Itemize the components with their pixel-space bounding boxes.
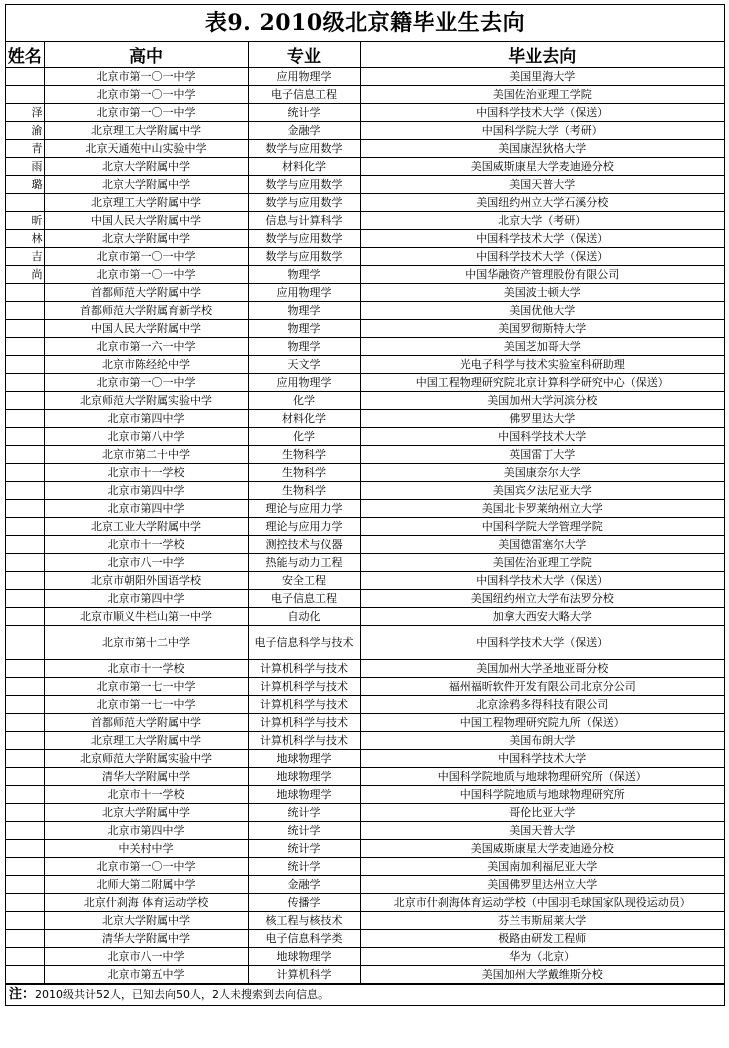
cell-major: 应用物理学	[248, 374, 360, 392]
table-row	[6, 122, 724, 140]
table-row	[6, 68, 724, 86]
cell-school: 北京市第八中学	[44, 428, 248, 446]
cell-destination: 美国佐治亚理工学院	[360, 554, 724, 572]
cell-name	[6, 464, 44, 482]
cell-school: 北京什刹海 体育运动学校	[44, 894, 248, 912]
cell-major: 电子信息工程	[248, 590, 360, 608]
cell-school: 北京市第一〇一中学	[44, 374, 248, 392]
table-row	[6, 732, 724, 750]
cell-major: 统计学	[248, 104, 360, 122]
cell-destination: 哥伦比亚大学	[360, 804, 724, 822]
column-header-name: 姓名	[6, 42, 44, 68]
table-row	[6, 194, 724, 212]
table-row	[6, 626, 724, 660]
cell-destination: 美国康涅狄格大学	[360, 140, 724, 158]
cell-destination: 中国科学技术大学	[360, 750, 724, 768]
cell-major: 电子信息工程	[248, 86, 360, 104]
cell-destination: 中国科学院大学管理学院	[360, 518, 724, 536]
cell-destination: 英国雷丁大学	[360, 446, 724, 464]
cell-name	[6, 68, 44, 86]
cell-destination: 北京大学（考研）	[360, 212, 724, 230]
cell-school: 北京市第五中学	[44, 966, 248, 984]
cell-destination: 美国加州大学圣地亚哥分校	[360, 660, 724, 678]
cell-name	[6, 660, 44, 678]
cell-name	[6, 338, 44, 356]
table-row	[6, 536, 724, 554]
cell-major: 计算机科学	[248, 966, 360, 984]
cell-major: 数学与应用数学	[248, 140, 360, 158]
table-row	[6, 822, 724, 840]
cell-name	[6, 894, 44, 912]
cell-major: 生物科学	[248, 446, 360, 464]
cell-name	[6, 554, 44, 572]
cell-destination: 美国布朗大学	[360, 732, 724, 750]
cell-destination: 中国科学技术大学（保送）	[360, 626, 724, 660]
cell-school: 北京师范大学附属实验中学	[44, 750, 248, 768]
destination-table	[6, 42, 724, 984]
cell-name	[6, 822, 44, 840]
cell-major: 传播学	[248, 894, 360, 912]
table-row	[6, 86, 724, 104]
cell-name: 昕	[6, 212, 44, 230]
cell-major: 信息与计算科学	[248, 212, 360, 230]
cell-major: 计算机科学与技术	[248, 678, 360, 696]
table-row	[6, 212, 724, 230]
cell-major: 金融学	[248, 876, 360, 894]
table-row	[6, 446, 724, 464]
table-row	[6, 464, 724, 482]
cell-name	[6, 194, 44, 212]
cell-name	[6, 858, 44, 876]
table-row	[6, 518, 724, 536]
cell-school: 北京市第一〇一中学	[44, 104, 248, 122]
cell-destination: 美国加州大学戴维斯分校	[360, 966, 724, 984]
cell-school: 北京工业大学附属中学	[44, 518, 248, 536]
cell-school: 北京理工大学附属中学	[44, 732, 248, 750]
cell-destination: 美国佛罗里达州立大学	[360, 876, 724, 894]
table-row	[6, 660, 724, 678]
cell-major: 物理学	[248, 266, 360, 284]
table-row	[6, 912, 724, 930]
graduate-destination-table-sheet	[5, 4, 725, 1006]
table-row	[6, 158, 724, 176]
table-row	[6, 140, 724, 158]
cell-major: 理论与应用力学	[248, 518, 360, 536]
table-row	[6, 608, 724, 626]
table-row	[6, 338, 724, 356]
cell-school: 北京市十一学校	[44, 786, 248, 804]
cell-major: 计算机科学与技术	[248, 714, 360, 732]
cell-school: 北京市朝阳外国语学校	[44, 572, 248, 590]
footnote-label: 注：	[9, 987, 36, 1002]
cell-major: 计算机科学与技术	[248, 696, 360, 714]
cell-major: 数学与应用数学	[248, 230, 360, 248]
cell-name: 青	[6, 140, 44, 158]
cell-name	[6, 930, 44, 948]
cell-destination: 美国加州大学河滨分校	[360, 392, 724, 410]
table-title: 表9. 2010级北京籍毕业生去向	[6, 5, 724, 42]
cell-name: 吉	[6, 248, 44, 266]
table-row	[6, 930, 724, 948]
cell-destination: 美国芝加哥大学	[360, 338, 724, 356]
table-row	[6, 320, 724, 338]
table-row	[6, 176, 724, 194]
table-row	[6, 572, 724, 590]
cell-school: 北师大第二附属中学	[44, 876, 248, 894]
cell-school: 北京理工大学附属中学	[44, 122, 248, 140]
table-row	[6, 876, 724, 894]
cell-major: 数学与应用数学	[248, 176, 360, 194]
cell-destination: 美国天普大学	[360, 176, 724, 194]
cell-name: 林	[6, 230, 44, 248]
cell-name	[6, 356, 44, 374]
cell-major: 地球物理学	[248, 768, 360, 786]
table-row	[6, 356, 724, 374]
table-row	[6, 428, 724, 446]
cell-school: 北京大学附属中学	[44, 804, 248, 822]
cell-name	[6, 786, 44, 804]
cell-destination: 极路由研发工程师	[360, 930, 724, 948]
cell-major: 化学	[248, 392, 360, 410]
cell-destination: 美国南加利福尼亚大学	[360, 858, 724, 876]
cell-major: 理论与应用力学	[248, 500, 360, 518]
cell-name	[6, 750, 44, 768]
cell-destination: 芬兰韦斯屈莱大学	[360, 912, 724, 930]
cell-school: 北京市第四中学	[44, 822, 248, 840]
table-row	[6, 500, 724, 518]
table-row	[6, 590, 724, 608]
cell-destination: 中国科学技术大学（保送）	[360, 230, 724, 248]
cell-destination: 中国科学院大学（考研）	[360, 122, 724, 140]
cell-destination: 中国科学院地质与地球物理研究所（保送）	[360, 768, 724, 786]
cell-major: 物理学	[248, 302, 360, 320]
cell-school: 首都师范大学附属中学	[44, 714, 248, 732]
cell-major: 计算机科学与技术	[248, 732, 360, 750]
cell-name	[6, 482, 44, 500]
cell-school: 北京市第一〇一中学	[44, 86, 248, 104]
cell-destination: 美国威斯康星大学麦迪逊分校	[360, 158, 724, 176]
cell-major: 自动化	[248, 608, 360, 626]
cell-name	[6, 876, 44, 894]
cell-major: 金融学	[248, 122, 360, 140]
cell-major: 数学与应用数学	[248, 248, 360, 266]
footnote-text: 2010级共计52人，已知去向50人，2人未搜索到去向信息。	[35, 988, 330, 1001]
cell-destination: 中国华融资产管理股份有限公司	[360, 266, 724, 284]
cell-name	[6, 410, 44, 428]
table-row	[6, 284, 724, 302]
table-row	[6, 230, 724, 248]
cell-destination: 中国科学技术大学（保送）	[360, 248, 724, 266]
cell-name	[6, 912, 44, 930]
cell-major: 应用物理学	[248, 284, 360, 302]
cell-name	[6, 374, 44, 392]
cell-name	[6, 948, 44, 966]
table-row	[6, 554, 724, 572]
table-row	[6, 768, 724, 786]
cell-major: 生物科学	[248, 464, 360, 482]
cell-school: 北京大学附属中学	[44, 912, 248, 930]
cell-destination: 福州福昕软件开发有限公司北京分公司	[360, 678, 724, 696]
cell-destination: 华为（北京）	[360, 948, 724, 966]
table-row	[6, 858, 724, 876]
column-header-major: 专业	[248, 42, 360, 68]
cell-destination: 美国德雷塞尔大学	[360, 536, 724, 554]
table-row	[6, 104, 724, 122]
cell-destination: 美国北卡罗莱纳州立大学	[360, 500, 724, 518]
cell-destination: 北京市什刹海体育运动学校（中国羽毛球国家队现役运动员）	[360, 894, 724, 912]
cell-name: 泽	[6, 104, 44, 122]
table-row	[6, 966, 724, 984]
cell-destination: 中国科学技术大学（保送）	[360, 572, 724, 590]
cell-school: 北京市第一〇一中学	[44, 858, 248, 876]
cell-major: 测控技术与仪器	[248, 536, 360, 554]
cell-school: 北京理工大学附属中学	[44, 194, 248, 212]
cell-school: 北京市第四中学	[44, 410, 248, 428]
table-row	[6, 948, 724, 966]
cell-name	[6, 966, 44, 984]
cell-name	[6, 714, 44, 732]
cell-name	[6, 500, 44, 518]
cell-major: 计算机科学与技术	[248, 660, 360, 678]
table-row	[6, 678, 724, 696]
cell-name	[6, 840, 44, 858]
cell-name	[6, 590, 44, 608]
table-row	[6, 804, 724, 822]
cell-school: 北京大学附属中学	[44, 158, 248, 176]
cell-school: 北京市第四中学	[44, 482, 248, 500]
cell-destination: 中国工程物理研究院北京计算科学研究中心（保送）	[360, 374, 724, 392]
cell-school: 北京市第四中学	[44, 590, 248, 608]
cell-school: 北京市第一〇一中学	[44, 266, 248, 284]
table-row	[6, 750, 724, 768]
cell-destination: 美国波士顿大学	[360, 284, 724, 302]
table-row	[6, 696, 724, 714]
cell-school: 北京市陈经纶中学	[44, 356, 248, 374]
cell-school: 清华大学附属中学	[44, 768, 248, 786]
table-body	[6, 68, 724, 984]
cell-school: 北京市八一中学	[44, 554, 248, 572]
cell-destination: 中国科学院地质与地球物理研究所	[360, 786, 724, 804]
cell-destination: 美国宾夕法尼亚大学	[360, 482, 724, 500]
table-row	[6, 392, 724, 410]
cell-name	[6, 696, 44, 714]
cell-school: 中国人民大学附属中学	[44, 320, 248, 338]
cell-school: 北京市十一学校	[44, 660, 248, 678]
cell-school: 北京天通苑中山实验中学	[44, 140, 248, 158]
cell-major: 统计学	[248, 804, 360, 822]
cell-name	[6, 608, 44, 626]
cell-school: 北京市第二十中学	[44, 446, 248, 464]
cell-school: 北京市十一学校	[44, 464, 248, 482]
cell-major: 统计学	[248, 840, 360, 858]
cell-name	[6, 392, 44, 410]
cell-school: 北京市第四中学	[44, 500, 248, 518]
cell-major: 材料化学	[248, 410, 360, 428]
cell-major: 电子信息科学与技术	[248, 626, 360, 660]
cell-school: 北京市第一〇一中学	[44, 248, 248, 266]
cell-school: 首都师范大学附属育新学校	[44, 302, 248, 320]
cell-major: 数学与应用数学	[248, 194, 360, 212]
cell-major: 核工程与核技术	[248, 912, 360, 930]
table-row	[6, 840, 724, 858]
cell-name: 尚	[6, 266, 44, 284]
cell-major: 安全工程	[248, 572, 360, 590]
cell-name	[6, 86, 44, 104]
cell-name: 渝	[6, 122, 44, 140]
cell-school: 北京师范大学附属实验中学	[44, 392, 248, 410]
cell-school: 北京市第一七一中学	[44, 696, 248, 714]
cell-name	[6, 284, 44, 302]
cell-name	[6, 518, 44, 536]
cell-name: 雨	[6, 158, 44, 176]
cell-school: 北京市顺义牛栏山第一中学	[44, 608, 248, 626]
cell-name	[6, 572, 44, 590]
cell-name	[6, 428, 44, 446]
cell-school: 北京大学附属中学	[44, 230, 248, 248]
cell-major: 化学	[248, 428, 360, 446]
cell-name	[6, 768, 44, 786]
cell-destination: 美国里海大学	[360, 68, 724, 86]
cell-destination: 佛罗里达大学	[360, 410, 724, 428]
column-header-destination: 毕业去向	[360, 42, 724, 68]
cell-major: 材料化学	[248, 158, 360, 176]
header-row	[6, 42, 724, 68]
cell-destination: 中国科学技术大学（保送）	[360, 104, 724, 122]
cell-major: 物理学	[248, 338, 360, 356]
cell-major: 生物科学	[248, 482, 360, 500]
cell-major: 统计学	[248, 822, 360, 840]
table-row	[6, 302, 724, 320]
cell-destination: 中国工程物理研究院九所（保送）	[360, 714, 724, 732]
cell-major: 地球物理学	[248, 786, 360, 804]
cell-destination: 美国纽约州立大学石溪分校	[360, 194, 724, 212]
cell-destination: 美国纽约州立大学布法罗分校	[360, 590, 724, 608]
cell-name: 璐	[6, 176, 44, 194]
cell-school: 北京市第十二中学	[44, 626, 248, 660]
cell-school: 中关村中学	[44, 840, 248, 858]
cell-name	[6, 536, 44, 554]
cell-school: 北京大学附属中学	[44, 176, 248, 194]
cell-destination: 加拿大西安大略大学	[360, 608, 724, 626]
table-row	[6, 714, 724, 732]
cell-major: 天文学	[248, 356, 360, 374]
table-row	[6, 266, 724, 284]
cell-school: 清华大学附属中学	[44, 930, 248, 948]
cell-major: 应用物理学	[248, 68, 360, 86]
cell-major: 热能与动力工程	[248, 554, 360, 572]
cell-destination: 美国优他大学	[360, 302, 724, 320]
footnote	[6, 984, 724, 1005]
cell-school: 首都师范大学附属中学	[44, 284, 248, 302]
cell-school: 北京市十一学校	[44, 536, 248, 554]
table-row	[6, 894, 724, 912]
cell-name	[6, 320, 44, 338]
cell-name	[6, 804, 44, 822]
cell-school: 北京市第一〇一中学	[44, 68, 248, 86]
cell-school: 中国人民大学附属中学	[44, 212, 248, 230]
table-row	[6, 410, 724, 428]
cell-name	[6, 732, 44, 750]
cell-destination: 美国康奈尔大学	[360, 464, 724, 482]
cell-destination: 北京涂鸦多得科技有限公司	[360, 696, 724, 714]
cell-major: 地球物理学	[248, 750, 360, 768]
table-row	[6, 786, 724, 804]
table-row	[6, 482, 724, 500]
cell-name	[6, 302, 44, 320]
cell-major: 统计学	[248, 858, 360, 876]
cell-name	[6, 626, 44, 660]
table-row	[6, 248, 724, 266]
cell-major: 电子信息科学类	[248, 930, 360, 948]
cell-name	[6, 446, 44, 464]
cell-destination: 美国罗彻斯特大学	[360, 320, 724, 338]
table-row	[6, 374, 724, 392]
cell-school: 北京市第一七一中学	[44, 678, 248, 696]
cell-destination: 美国威斯康星大学麦迪逊分校	[360, 840, 724, 858]
cell-school: 北京市第一六一中学	[44, 338, 248, 356]
cell-destination: 光电子科学与技术实验室科研助理	[360, 356, 724, 374]
column-header-school: 高中	[44, 42, 248, 68]
cell-name	[6, 678, 44, 696]
cell-destination: 美国天普大学	[360, 822, 724, 840]
cell-destination: 中国科学技术大学	[360, 428, 724, 446]
cell-school: 北京市八一中学	[44, 948, 248, 966]
cell-major: 物理学	[248, 320, 360, 338]
cell-destination: 美国佐治亚理工学院	[360, 86, 724, 104]
cell-major: 地球物理学	[248, 948, 360, 966]
